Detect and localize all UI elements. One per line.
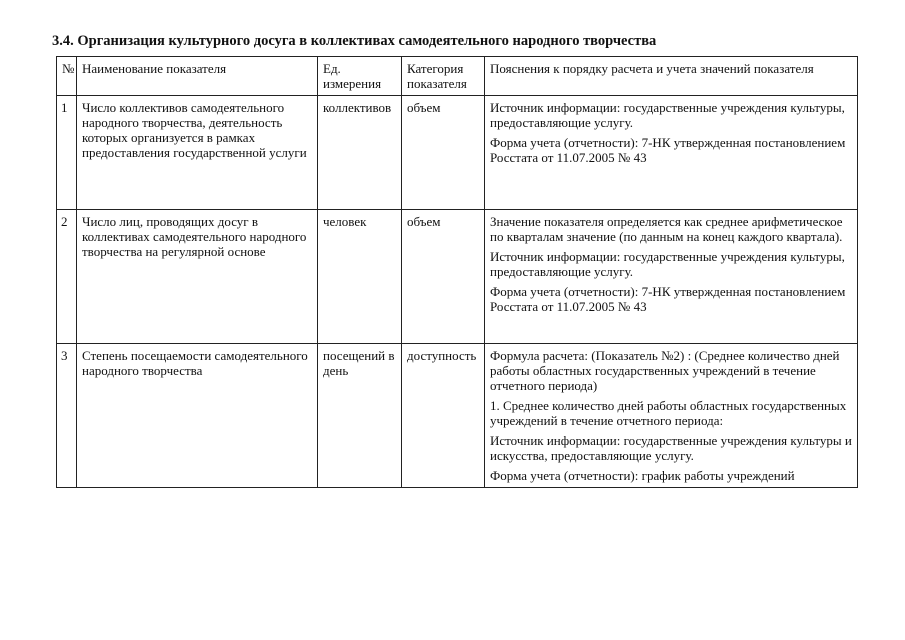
- explanation-paragraph: 1. Среднее количество дней работы областных государственных учреждений в течение отчетного периода:: [490, 398, 847, 428]
- row-explanation: [485, 344, 858, 488]
- row-num: 1: [57, 96, 77, 210]
- row-name: Число лиц, проводящих досуг в коллективах самодеятельного народного творчества на регулярной основе: [77, 210, 318, 344]
- row-num: 2: [57, 210, 77, 344]
- explanation-paragraph: Источник информации: государственные учреждения культуры, предоставляющие услугу.: [490, 100, 845, 130]
- row-explanation: [485, 210, 858, 344]
- explanation-paragraph: Источник информации: государственные учреждения культуры и искусства, предоставляющие услугу.: [490, 433, 852, 463]
- section-title: 3.4. Организация культурного досуга в коллективах самодеятельного народного творчества: [52, 33, 657, 49]
- row-unit: посещений в день: [318, 344, 402, 488]
- table-row: [57, 96, 858, 210]
- explanation-paragraph: Форма учета (отчетности): график работы учреждений: [490, 468, 795, 483]
- row-name: Степень посещаемости самодеятельного народного творчества: [77, 344, 318, 488]
- explanation-paragraph: Значение показателя определяется как среднее арифметическое по кварталам значение (по данным на конец каждого квартала).: [490, 214, 843, 244]
- explanation-paragraph: Источник информации: государственные учреждения культуры, предоставляющие услугу.: [490, 249, 845, 279]
- row-name: Число коллективов самодеятельного народного творчества, деятельность которых организуется в рамках предоставления государственной услуги: [77, 96, 318, 210]
- row-category: объем: [402, 210, 485, 344]
- header-unit: Ед. измерения: [318, 57, 402, 96]
- table-row: [57, 344, 858, 488]
- explanation-paragraph: Формула расчета: (Показатель №2) : (Среднее количество дней работы областных государственных учреждений в течение отчетного периода): [490, 348, 840, 393]
- row-category: объем: [402, 96, 485, 210]
- row-num: 3: [57, 344, 77, 488]
- explanation-paragraph: Форма учета (отчетности): 7-НК утвержденная постановлением Росстата от 11.07.2005 № 43: [490, 284, 846, 314]
- row-unit: человек: [318, 210, 402, 344]
- row-unit: коллективов: [318, 96, 402, 210]
- explanation-paragraph: Форма учета (отчетности): 7-НК утвержденная постановлением Росстата от 11.07.2005 № 43: [490, 135, 846, 165]
- indicators-table: [56, 56, 858, 488]
- header-explanation: Пояснения к порядку расчета и учета значений показателя: [485, 57, 858, 96]
- table-row: [57, 210, 858, 344]
- header-name: Наименование показателя: [77, 57, 318, 96]
- header-category: Категория показателя: [402, 57, 485, 96]
- header-num: №: [57, 57, 77, 96]
- table-header-row: [57, 57, 858, 96]
- row-explanation: [485, 96, 858, 210]
- row-category: доступность: [402, 344, 485, 488]
